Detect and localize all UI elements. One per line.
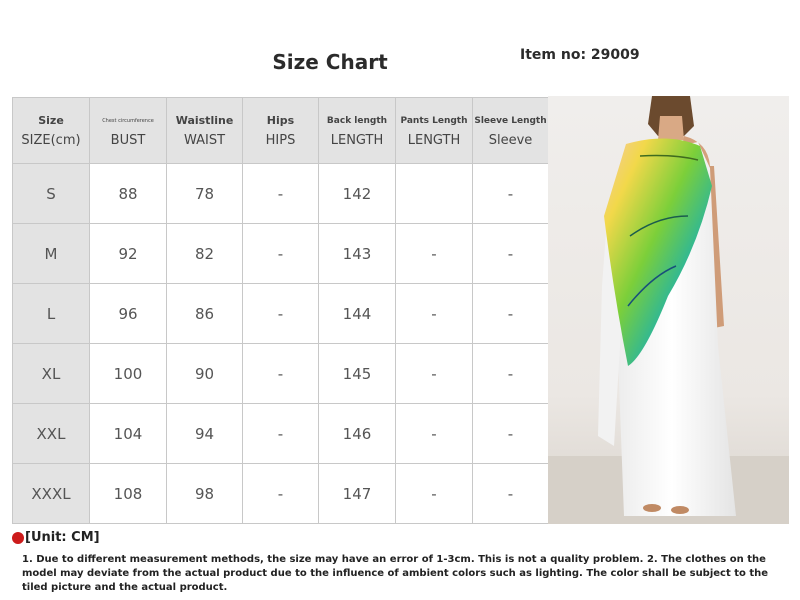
column-header-sublabel: Sleeve	[488, 132, 533, 148]
table-cell: 94	[167, 404, 243, 464]
disclaimer-note: 1. Due to different measurement methods, the size may have an error of 1-3cm. This is not a quality problem. 2. The clothes on the model may deviate from the actual product due to the influence of ambient colors such as lighting. The color shall be subject to the tiled picture and the actual product.	[22, 554, 769, 593]
column-header-sublabel: LENGTH	[407, 132, 461, 148]
item-number: Item no: 29009	[520, 47, 640, 63]
size-chart-table	[12, 97, 549, 524]
column-header-label: Size	[38, 113, 64, 127]
table-cell: -	[473, 224, 549, 284]
table-row	[13, 224, 549, 284]
table-cell: 96	[90, 284, 167, 344]
table-cell: 82	[167, 224, 243, 284]
table-cell: -	[243, 344, 319, 404]
table-cell: -	[243, 164, 319, 224]
table-row	[13, 284, 549, 344]
table-cell: -	[243, 404, 319, 464]
table-cell: -	[473, 344, 549, 404]
table-cell: -	[396, 224, 473, 284]
table-cell: -	[473, 164, 549, 224]
column-header-sublabel: LENGTH	[330, 132, 384, 148]
column-header-label: Chest circumference	[102, 117, 154, 124]
table-cell	[396, 164, 473, 224]
table-cell: 92	[90, 224, 167, 284]
column-header-sublabel: HIPS	[265, 132, 296, 148]
size-label-cell: S	[13, 164, 90, 224]
size-label-cell: XL	[13, 344, 90, 404]
table-cell: -	[243, 284, 319, 344]
table-cell: 147	[319, 464, 396, 524]
table-row	[13, 164, 549, 224]
table-cell: 88	[90, 164, 167, 224]
table-row	[13, 404, 549, 464]
table-cell: 108	[90, 464, 167, 524]
unit-label	[12, 530, 100, 545]
column-header	[243, 98, 319, 164]
unit-text: [Unit: CM]	[25, 530, 100, 545]
table-cell: -	[396, 404, 473, 464]
table-row	[13, 344, 549, 404]
table-cell: 144	[319, 284, 396, 344]
table-cell: 145	[319, 344, 396, 404]
model-photo	[548, 96, 789, 524]
size-label-cell: M	[13, 224, 90, 284]
table-cell: 104	[90, 404, 167, 464]
column-header-label: Pants Length	[400, 115, 468, 126]
table-cell: -	[473, 464, 549, 524]
table-cell: -	[473, 284, 549, 344]
table-cell: -	[396, 344, 473, 404]
table-cell: -	[396, 464, 473, 524]
column-header	[167, 98, 243, 164]
table-row	[13, 464, 549, 524]
table-cell: 146	[319, 404, 396, 464]
dress-image	[548, 96, 789, 524]
table-cell: 100	[90, 344, 167, 404]
red-dot-icon	[12, 532, 24, 544]
table-cell: 90	[167, 344, 243, 404]
size-label-cell: XXXL	[13, 464, 90, 524]
table-cell: 142	[319, 164, 396, 224]
column-header	[473, 98, 549, 164]
table-cell: 78	[167, 164, 243, 224]
table-cell: 86	[167, 284, 243, 344]
table-header-row	[13, 98, 549, 164]
column-header-sublabel: SIZE(cm)	[21, 132, 81, 148]
column-header	[13, 98, 90, 164]
size-label-cell: L	[13, 284, 90, 344]
column-header-sublabel: WAIST	[183, 132, 226, 148]
table-cell: 143	[319, 224, 396, 284]
table-cell: -	[243, 464, 319, 524]
table-cell: -	[396, 284, 473, 344]
column-header-label: Sleeve Length	[474, 115, 547, 126]
column-header-label: Hips	[266, 113, 295, 127]
column-header	[396, 98, 473, 164]
column-header	[319, 98, 396, 164]
column-header-label: Back length	[326, 115, 388, 126]
table-cell: -	[473, 404, 549, 464]
page-title: Size Chart	[272, 50, 388, 74]
column-header-label: Waistline	[175, 113, 234, 127]
table-cell: -	[243, 224, 319, 284]
column-header	[90, 98, 167, 164]
size-label-cell: XXL	[13, 404, 90, 464]
column-header-sublabel: BUST	[110, 132, 146, 148]
table-cell: 98	[167, 464, 243, 524]
